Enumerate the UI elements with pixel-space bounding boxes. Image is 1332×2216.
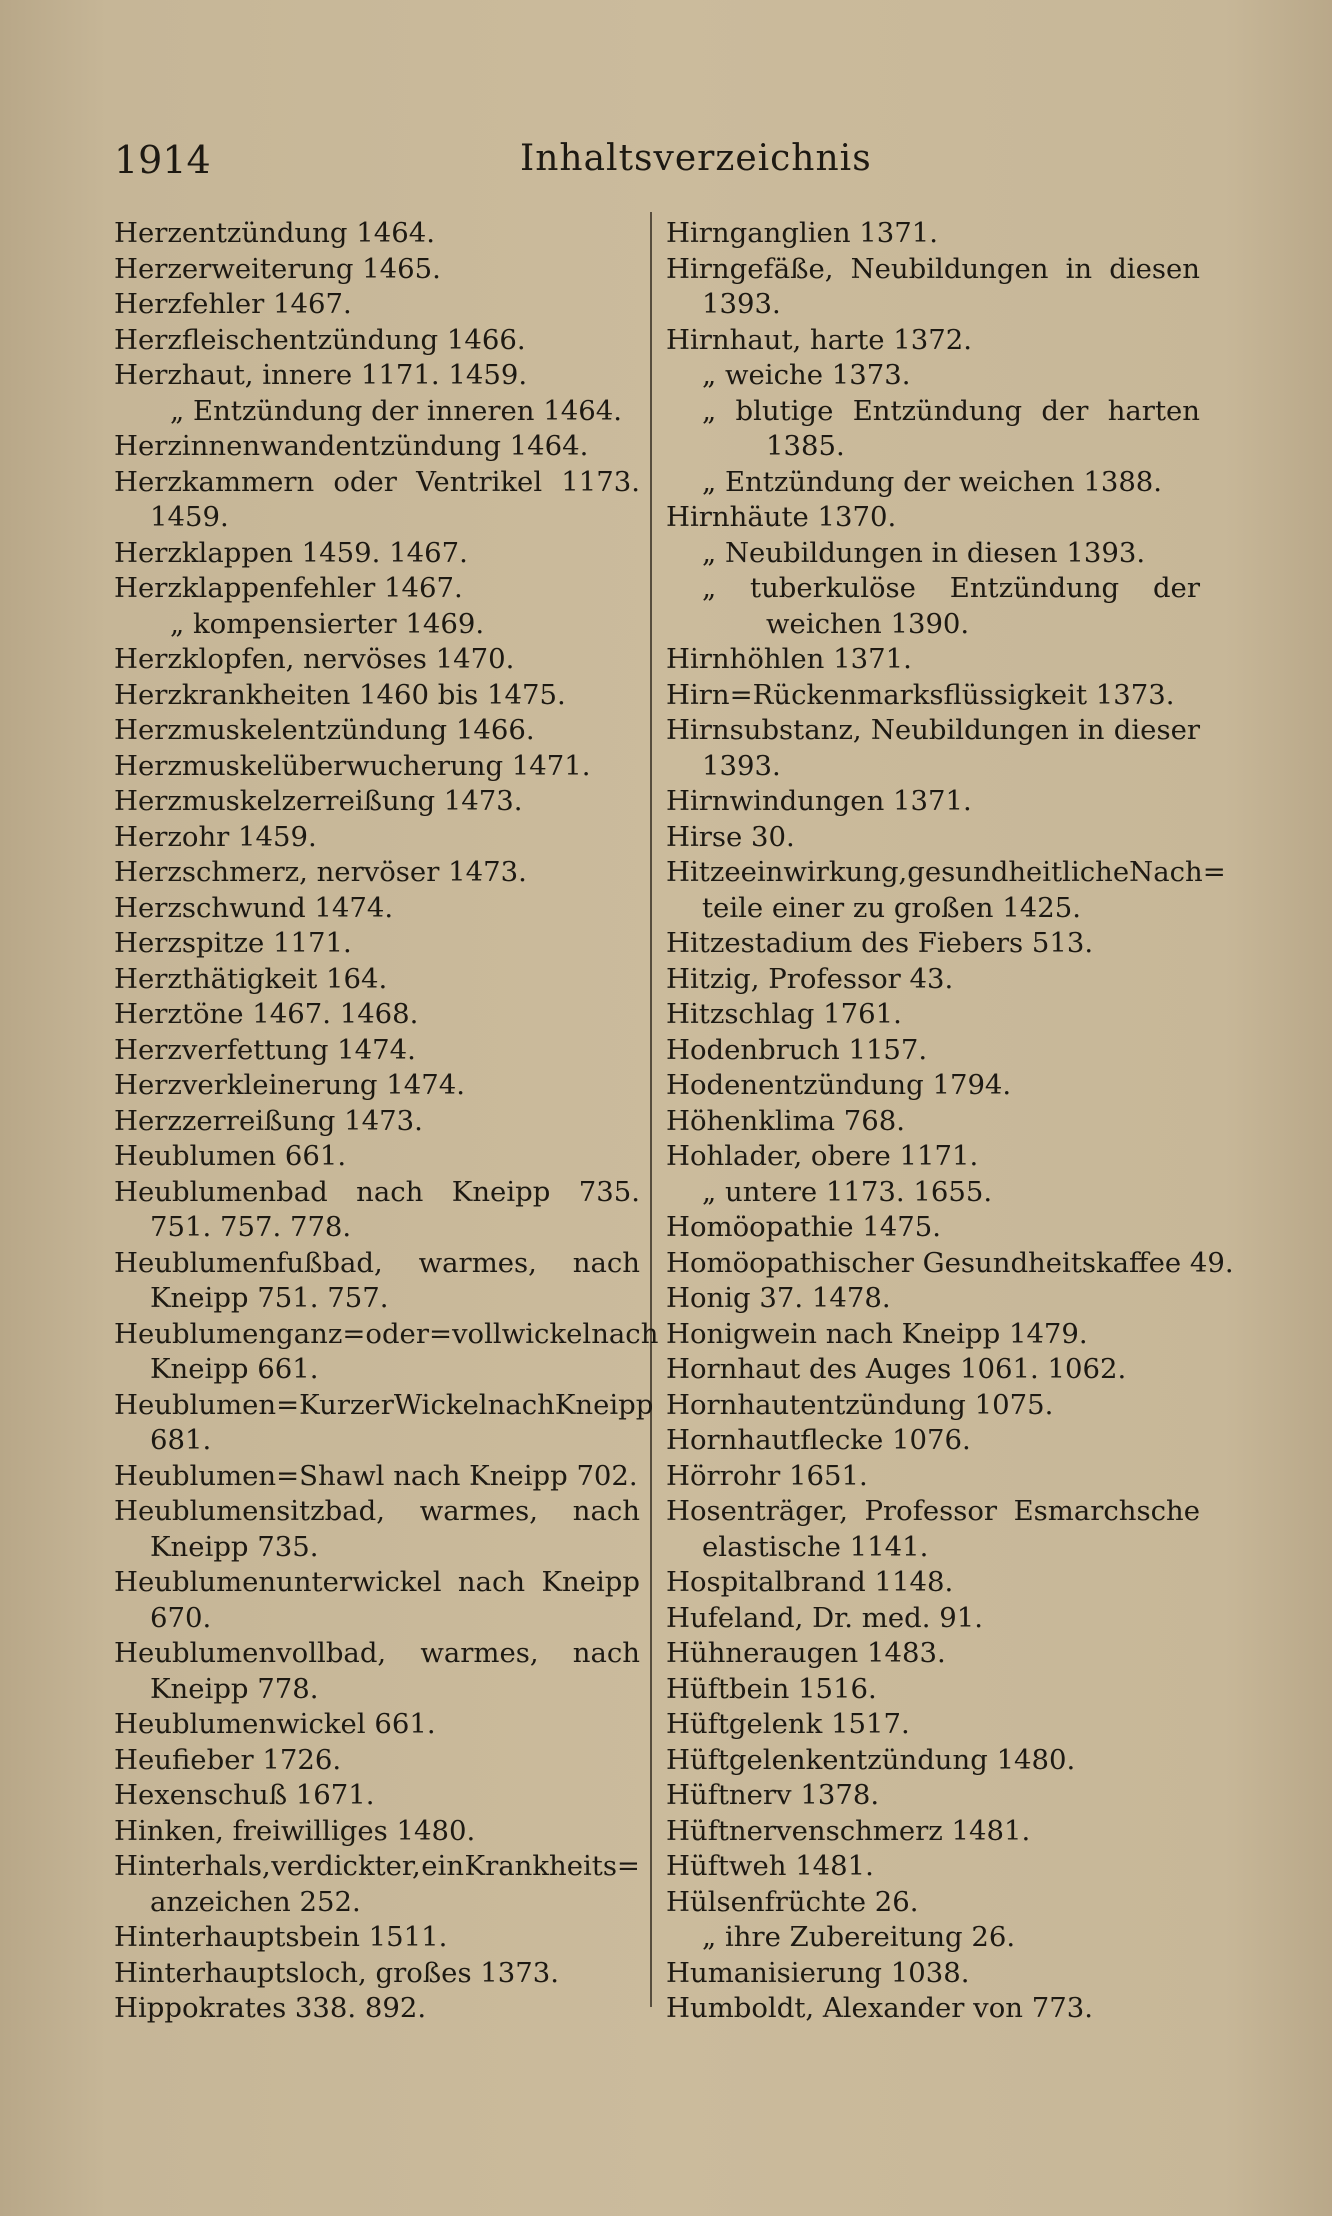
- index-entry: Herzhaut, innere 1171. 1459.: [114, 359, 528, 391]
- index-entry: Herzkammern oder Ventrikel 1173.: [114, 465, 640, 498]
- index-entry: „ Entzündung der inneren 1464.: [170, 394, 622, 427]
- index-entry: Hüftweh 1481.: [666, 1850, 874, 1882]
- index-entry: Hitzeeinwirkung, gesundheitliche Nach=: [666, 856, 1226, 888]
- index-entry: Heublumen=Shawl nach Kneipp 702.: [114, 1459, 638, 1492]
- index-entry: Hexenschuß 1671.: [114, 1779, 375, 1811]
- index-entry: „ weiche 1373.: [702, 359, 911, 391]
- index-entry: elastische 1141.: [702, 1530, 929, 1563]
- index-entry: Humboldt, Alexander von 773.: [666, 1992, 1093, 2024]
- index-entry: Heufieber 1726.: [114, 1743, 342, 1776]
- index-entry: anzeichen 252.: [150, 1885, 361, 1918]
- index-entry: weichen 1390.: [766, 607, 970, 640]
- index-entry: Heublumenwickel 661.: [114, 1708, 436, 1740]
- index-entry: Heublumensitzbad, warmes, nach: [114, 1495, 640, 1527]
- column-divider: [650, 212, 652, 2007]
- index-entry: Herzschwund 1474.: [114, 891, 394, 924]
- index-entry: Herzfleischentzündung 1466.: [114, 323, 526, 356]
- index-entry: Hirnhöhlen 1371.: [666, 643, 912, 675]
- index-entry: Herzthätigkeit 164.: [114, 962, 388, 995]
- index-entry: „ untere 1173. 1655.: [702, 1175, 993, 1208]
- index-entry: Herzentzündung 1464.: [114, 217, 435, 249]
- index-entry: Kneipp 751. 757.: [150, 1282, 389, 1314]
- index-entry: Hosenträger, Professor Esmarchsche: [666, 1495, 1200, 1527]
- index-entry: „ kompensierter 1469.: [170, 607, 485, 640]
- index-column-left: [114, 216, 659, 2027]
- index-entry: Hirngefäße, Neubildungen in diesen: [666, 252, 1200, 285]
- index-entry: Hodenbruch 1157.: [666, 1033, 928, 1066]
- index-entry: Hülsenfrüchte 26.: [666, 1885, 919, 1918]
- index-column-right: [666, 216, 1234, 2027]
- index-entry: Heublumenfußbad, warmes, nach: [114, 1246, 640, 1279]
- index-entry: Hirnwindungen 1371.: [666, 785, 972, 817]
- index-entry: Heublumen 661.: [114, 1140, 347, 1172]
- index-entry: Hinken, freiwilliges 1480.: [114, 1814, 476, 1847]
- index-entry: Hornhaut des Auges 1061. 1062.: [666, 1353, 1127, 1385]
- index-entry: Hodenentzündung 1794.: [666, 1069, 1012, 1101]
- index-entry: Kneipp 735.: [150, 1530, 319, 1563]
- index-entry: Heublumenunterwickel nach Kneipp: [114, 1566, 640, 1598]
- index-entry: Hörrohr 1651.: [666, 1459, 868, 1492]
- index-entry: Hirnganglien 1371.: [666, 217, 938, 249]
- index-entry: Hitzschlag 1761.: [666, 998, 902, 1030]
- page-header: [0, 138, 1332, 188]
- index-entry: Hüftnervenschmerz 1481.: [666, 1814, 1031, 1847]
- index-entry: 751. 757. 778.: [150, 1211, 352, 1243]
- index-entry: 1393.: [702, 749, 781, 782]
- index-entry: „ Entzündung der weichen 1388.: [702, 465, 1163, 498]
- index-entry: Humanisierung 1038.: [666, 1956, 970, 1989]
- index-entry: Hirnsubstanz, Neubildungen in dieser: [666, 714, 1200, 746]
- index-entry: Kneipp 778.: [150, 1672, 319, 1705]
- index-entry: 681.: [150, 1424, 212, 1456]
- page-number: 1914: [114, 138, 211, 182]
- index-entry: Hohlader, obere 1171.: [666, 1140, 979, 1172]
- index-entry: „ tuberkulöse Entzündung der: [702, 572, 1200, 604]
- index-entry: Hüftgelenkentzündung 1480.: [666, 1743, 1076, 1776]
- index-entry: Honig 37. 1478.: [666, 1282, 891, 1314]
- index-entry: Heublumenganz= oder =vollwickel nach: [114, 1317, 659, 1350]
- index-entry: 1385.: [766, 430, 845, 462]
- index-entry: Herzmuskelzerreißung 1473.: [114, 785, 523, 817]
- index-entry: Herzinnenwandentzündung 1464.: [114, 430, 589, 462]
- index-entry: Hornhautflecke 1076.: [666, 1424, 971, 1456]
- index-entry: Hirn=Rückenmarksflüssigkeit 1373.: [666, 678, 1175, 711]
- index-entry: 1459.: [150, 501, 229, 533]
- index-entry: Herzfehler 1467.: [114, 288, 352, 320]
- index-entry: Hinterhauptsbein 1511.: [114, 1921, 448, 1953]
- index-entry: Hirnhaut, harte 1372.: [666, 323, 973, 356]
- index-entry: Hüftnerv 1378.: [666, 1779, 880, 1811]
- index-entry: Homöopathie 1475.: [666, 1211, 942, 1243]
- index-entry: Heublumen=Kurzer Wickel nach Kneipp: [114, 1388, 654, 1421]
- index-entry: Herzverfettung 1474.: [114, 1033, 416, 1066]
- index-entry: Herzmuskelüberwucherung 1471.: [114, 749, 591, 782]
- index-entry: Herzmuskelentzündung 1466.: [114, 714, 535, 746]
- index-entry: Höhenklima 768.: [666, 1104, 905, 1137]
- index-entry: „ blutige Entzündung der harten: [702, 394, 1200, 427]
- index-entry: Herzklappen 1459. 1467.: [114, 536, 468, 569]
- index-entry: Hornhautentzündung 1075.: [666, 1388, 1054, 1421]
- index-entry: Herzklappenfehler 1467.: [114, 572, 463, 604]
- index-entry: Hitzig, Professor 43.: [666, 962, 954, 995]
- index-entry: Herzspitze 1171.: [114, 927, 352, 959]
- index-entry: Herztöne 1467. 1468.: [114, 998, 419, 1030]
- index-entry: Herzzerreißung 1473.: [114, 1104, 423, 1137]
- index-entry: „ ihre Zubereitung 26.: [702, 1921, 1016, 1953]
- running-title: Inhaltsverzeichnis: [520, 138, 872, 179]
- index-entry: Herzohr 1459.: [114, 820, 317, 853]
- index-entry: Hippokrates 338. 892.: [114, 1992, 427, 2024]
- index-entry: Homöopathischer Gesundheitskaffee 49.: [666, 1246, 1234, 1279]
- index-entry: Hufeland, Dr. med. 91.: [666, 1601, 983, 1634]
- index-entry: Kneipp 661.: [150, 1353, 319, 1385]
- index-entry: Hirnhäute 1370.: [666, 501, 897, 533]
- index-entry: Herzerweiterung 1465.: [114, 252, 441, 285]
- index-entry: Herzverkleinerung 1474.: [114, 1069, 466, 1101]
- index-entry: Heublumenvollbad, warmes, nach: [114, 1637, 640, 1669]
- index-entry: Hinterhals, verdickter, ein Krankheits=: [114, 1850, 640, 1882]
- index-entry: 670.: [150, 1601, 212, 1634]
- index-entry: Herzklopfen, nervöses 1470.: [114, 643, 515, 675]
- index-entry: Hüftbein 1516.: [666, 1672, 877, 1705]
- index-entry: 1393.: [702, 288, 781, 320]
- index-entry: Hühneraugen 1483.: [666, 1637, 946, 1669]
- index-entry: Herzkrankheiten 1460 bis 1475.: [114, 678, 566, 711]
- index-entry: Hospitalbrand 1148.: [666, 1566, 954, 1598]
- index-entry: Herzschmerz, nervöser 1473.: [114, 856, 527, 888]
- index-entry: Hitzestadium des Fiebers 513.: [666, 927, 1094, 959]
- index-entry: teile einer zu großen 1425.: [702, 891, 1081, 924]
- index-entry: Hinterhauptsloch, großes 1373.: [114, 1956, 560, 1989]
- index-entry: Heublumenbad nach Kneipp 735.: [114, 1175, 640, 1208]
- index-entry: Hüftgelenk 1517.: [666, 1708, 910, 1740]
- index-entry: Hirse 30.: [666, 820, 795, 853]
- index-entry: Honigwein nach Kneipp 1479.: [666, 1317, 1088, 1350]
- index-entry: „ Neubildungen in diesen 1393.: [702, 536, 1146, 569]
